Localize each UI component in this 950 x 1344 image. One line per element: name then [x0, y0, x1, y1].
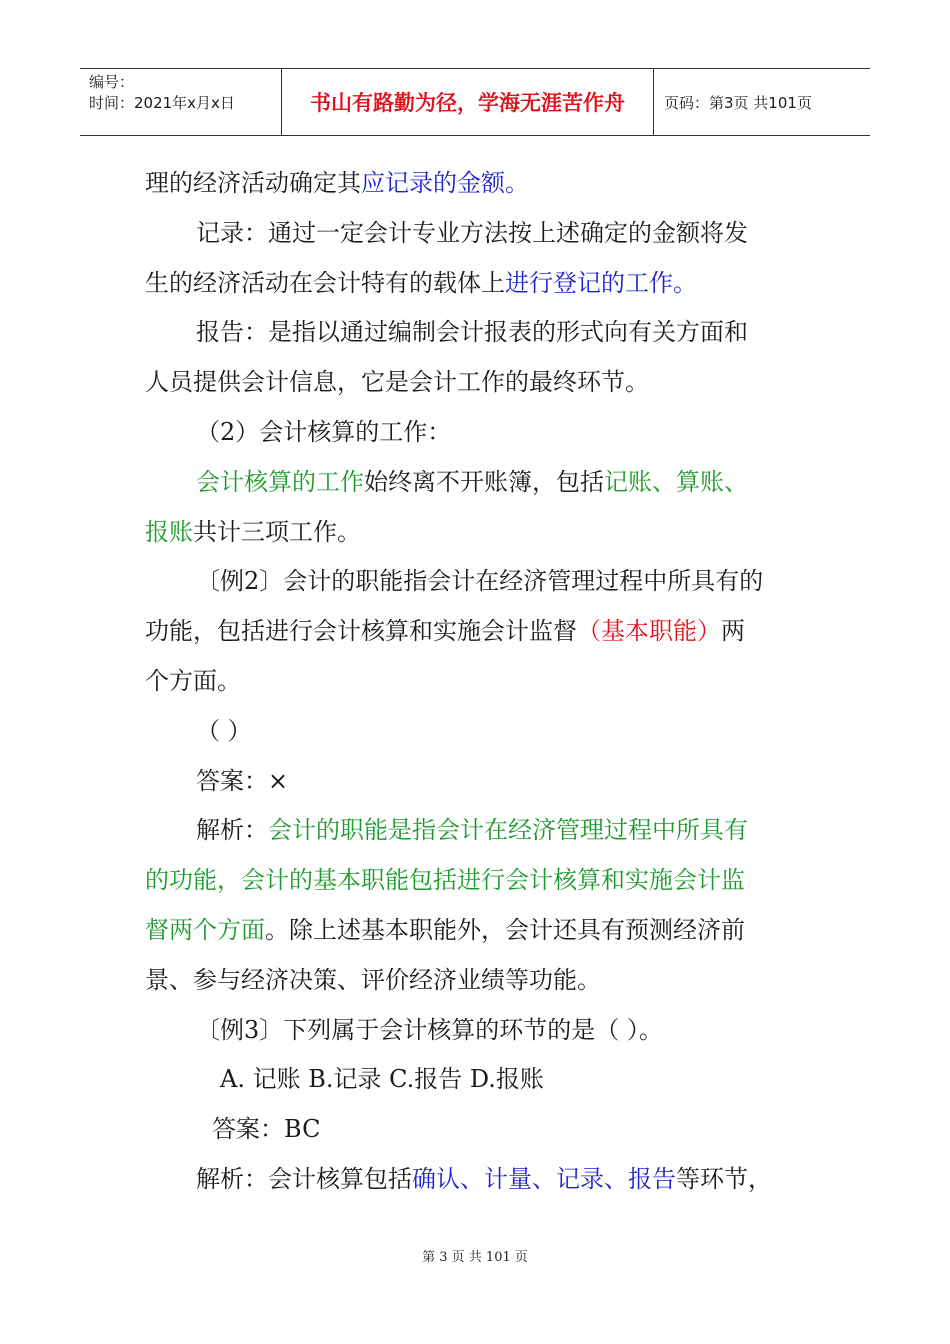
text-segment: （基本职能）	[577, 617, 721, 646]
page-header	[80, 68, 870, 136]
text-segment: 答案：×	[196, 766, 289, 795]
header-page-info: 页码：第3页 共101页	[664, 93, 812, 112]
text-segment: （2）会计核算的工作：	[196, 418, 452, 446]
text-line	[145, 656, 241, 706]
text-line	[145, 905, 745, 955]
text-segment: 记录：通过一定会计专业方法按上述确定的金额将发	[196, 218, 748, 247]
text-segment: 〔例2〕会计的职能指会计在经济管理过程中所具有的	[196, 567, 764, 596]
text-segment: 共计三项工作。	[193, 517, 361, 546]
page-footer: 第 3 页 共 101 页	[422, 1250, 528, 1265]
text-segment: 生的经济活动在会计特有的载体上	[145, 268, 505, 297]
text-line	[196, 556, 763, 606]
number-label: 编号：	[89, 73, 135, 91]
text-line	[196, 1005, 663, 1055]
text-segment: 报账	[145, 517, 193, 546]
text-line	[220, 1054, 544, 1104]
text-line	[145, 507, 361, 557]
text-segment: 。除上述基本职能外，会计还具有预测经济前	[265, 916, 745, 944]
text-segment: 两	[721, 617, 745, 646]
text-segment: 人员提供会计信息，它是会计工作的最终环节。	[145, 368, 649, 397]
text-line	[196, 208, 748, 258]
text-segment: A. 记账 B.记录 C.报告 D.报账	[220, 1065, 544, 1094]
text-line	[196, 307, 748, 357]
text-segment: 会计核算的工作	[196, 467, 364, 496]
text-line	[196, 1154, 772, 1204]
text-segment: 应记录的金额。	[361, 169, 529, 197]
header-motto: 书山有路勤为径，学海无涯苦作舟	[282, 69, 654, 135]
text-line	[196, 457, 748, 507]
text-segment: 进行登记的工作。	[505, 268, 697, 297]
text-segment: 答案：BC	[212, 1115, 321, 1144]
text-line	[145, 955, 601, 1005]
header-meta	[80, 69, 282, 135]
text-line	[196, 706, 252, 756]
text-line	[196, 407, 451, 457]
text-segment: 解析：	[196, 816, 268, 845]
time-label: 时间：2021年x月x日	[89, 94, 235, 112]
text-segment: 理的经济活动确定其	[145, 169, 361, 197]
text-segment: 督两个方面	[145, 916, 265, 944]
text-segment: 个方面。	[145, 667, 241, 695]
text-line	[196, 805, 748, 855]
text-segment: （ ）	[196, 716, 252, 745]
text-segment: 〔例3〕下列属于会计核算的环节的是（ ）。	[196, 1015, 663, 1044]
text-segment: 的功能，会计的基本职能包括进行会计核算和实施会计监	[145, 866, 745, 895]
text-segment: 等环节，	[676, 1165, 772, 1193]
text-line	[145, 606, 745, 656]
text-segment: 始终离不开账簿，包括	[364, 467, 604, 496]
text-segment: 确认、计量、记录、报告	[412, 1165, 676, 1193]
text-segment: 解析：会计核算包括	[196, 1165, 412, 1193]
text-line	[145, 258, 697, 308]
text-line	[212, 1104, 320, 1154]
text-line	[145, 357, 649, 407]
text-line	[145, 855, 745, 905]
text-segment: 记账、算账、	[604, 467, 748, 496]
text-segment: 会计的职能是指会计在经济管理过程中所具有	[268, 816, 748, 845]
text-line	[196, 756, 288, 806]
text-segment: 景、参与经济决策、评价经济业绩等功能。	[145, 965, 601, 994]
text-segment: 报告：是指以通过编制会计报表的形式向有关方面和	[196, 318, 748, 347]
text-line	[145, 158, 529, 208]
text-segment: 功能，包括进行会计核算和实施会计监督	[145, 617, 577, 646]
